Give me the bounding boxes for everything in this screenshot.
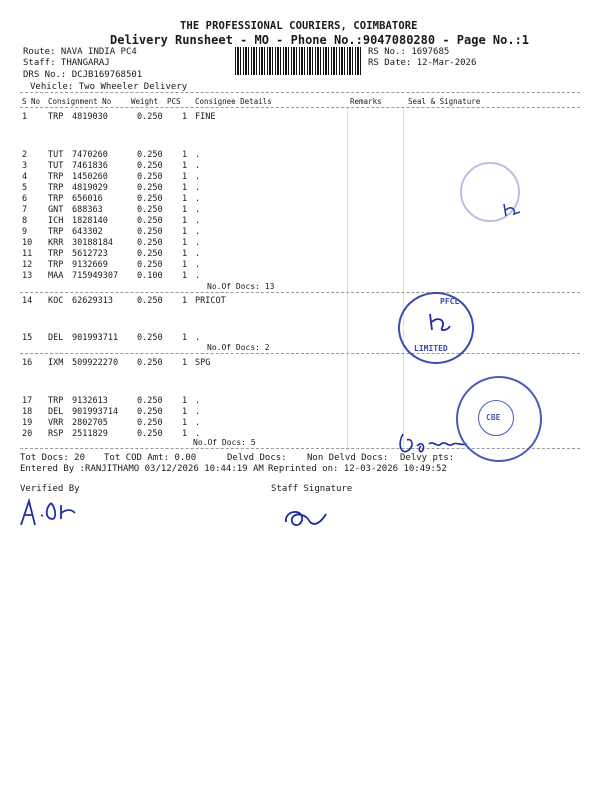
row-weight: 0.250 (137, 112, 163, 122)
row-consignee: FINE (195, 112, 216, 122)
row-consignee: . (195, 260, 201, 270)
row-consignment-number: 2802705 (72, 418, 108, 428)
row-origin-code: TUT (48, 150, 64, 160)
row-consignee: . (195, 418, 201, 428)
row-consignee: PRICOT (195, 296, 226, 306)
table-row (0, 333, 600, 344)
row-consignment-number: 901993714 (72, 407, 119, 417)
column-divider (20, 107, 580, 108)
row-origin-code: TRP (48, 112, 64, 122)
row-consignee: . (195, 407, 201, 417)
row-pcs: 1 (182, 216, 188, 226)
verified-by-signature (15, 495, 95, 531)
row-sno: 12 (22, 260, 33, 270)
reprinted-on: Reprinted on: 12-03-2026 10:49:52 (268, 464, 447, 474)
delivery-points: Delvy pts: (400, 453, 455, 463)
row-origin-code: GNT (48, 205, 64, 215)
row-consignee: . (195, 429, 201, 439)
row-sno: 14 (22, 296, 33, 306)
row-pcs: 1 (182, 358, 188, 368)
stamp-initial-mark (500, 200, 524, 220)
row-weight: 0.250 (137, 227, 163, 237)
total-docs: Tot Docs: 20 (20, 453, 86, 463)
row-consignment-number: 30188184 (72, 238, 113, 248)
row-origin-code: KRR (48, 238, 64, 248)
row-pcs: 1 (182, 194, 188, 204)
row-pcs: 1 (182, 260, 188, 270)
row-origin-code: IXM (48, 358, 64, 368)
row-sno: 20 (22, 429, 33, 439)
row-consignment-number: 4819029 (72, 183, 108, 193)
row-consignee: . (195, 172, 201, 182)
row-pcs: 1 (182, 429, 188, 439)
row-weight: 0.250 (137, 194, 163, 204)
staff-signature-mark (280, 500, 350, 534)
row-sno: 17 (22, 396, 33, 406)
drs-number: DRS No.: DCJB169768501 (23, 70, 143, 80)
verified-by-label: Verified By (20, 484, 80, 494)
row-sno: 11 (22, 249, 33, 259)
company-title: THE PROFESSIONAL COURIERS, COIMBATORE (180, 20, 418, 32)
row-sno: 13 (22, 271, 33, 281)
row-pcs: 1 (182, 183, 188, 193)
row-weight: 0.250 (137, 205, 163, 215)
row-pcs: 1 (182, 238, 188, 248)
row-consignment-number: 1450260 (72, 172, 108, 182)
row-pcs: 1 (182, 112, 188, 122)
row-weight: 0.250 (137, 333, 163, 343)
col-consignment: Consignment No (48, 97, 112, 106)
row-weight: 0.250 (137, 407, 163, 417)
row-origin-code: TRP (48, 172, 64, 182)
row-pcs: 1 (182, 205, 188, 215)
row-origin-code: DEL (48, 407, 64, 417)
row-weight: 0.250 (137, 183, 163, 193)
row-sno: 2 (22, 150, 28, 160)
row-consignment-number: 715949307 (72, 271, 119, 281)
row-sno: 19 (22, 418, 33, 428)
row-consignee: . (195, 271, 201, 281)
table-row (0, 227, 600, 238)
row-sno: 9 (22, 227, 28, 237)
row-consignee: SPG (195, 358, 211, 368)
staff-label: Staff: THANGARAJ (23, 58, 110, 68)
row-pcs: 1 (182, 296, 188, 306)
row-origin-code: KOC (48, 296, 64, 306)
rs-number: RS No.: 1697685 (368, 47, 450, 57)
table-row (0, 271, 600, 282)
table-row (0, 150, 600, 161)
row-consignment-number: 643302 (72, 227, 103, 237)
row-weight: 0.250 (137, 249, 163, 259)
row-weight: 0.250 (137, 396, 163, 406)
staff-signature-label: Staff Signature (271, 484, 353, 494)
row-pcs: 1 (182, 249, 188, 259)
row-consignment-number: 5612723 (72, 249, 108, 259)
row-sno: 18 (22, 407, 33, 417)
barcode (235, 47, 363, 75)
row-origin-code: DEL (48, 333, 64, 343)
row-consignment-number: 9132613 (72, 396, 108, 406)
row-origin-code: ICH (48, 216, 64, 226)
row-sno: 5 (22, 183, 28, 193)
row-weight: 0.250 (137, 358, 163, 368)
stamp-text-top: PFCL (440, 297, 460, 306)
group-total: No.Of Docs: 13 (207, 282, 275, 291)
delivered-docs: Delvd Docs: (227, 453, 287, 463)
stamp-text-bottom: LIMITED (414, 344, 448, 353)
row-sno: 8 (22, 216, 28, 226)
row-consignment-number: 688363 (72, 205, 103, 215)
table-row (0, 296, 600, 307)
row-consignment-number: 656016 (72, 194, 103, 204)
row-consignment-number: 9132669 (72, 260, 108, 270)
vehicle-label: Vehicle: Two Wheeler Delivery (30, 82, 188, 92)
header-divider (20, 92, 580, 93)
row-consignee: . (195, 249, 201, 259)
row-sno: 7 (22, 205, 28, 215)
row-pcs: 1 (182, 172, 188, 182)
row-origin-code: TRP (48, 227, 64, 237)
row-pcs: 1 (182, 227, 188, 237)
col-seal-signature: Seal & Signature (408, 97, 481, 106)
row-consignment-number: 901993711 (72, 333, 119, 343)
row-consignee: . (195, 333, 201, 343)
group-total: No.Of Docs: 5 (193, 438, 256, 447)
row-pcs: 1 (182, 271, 188, 281)
group-total: No.Of Docs: 2 (207, 343, 270, 352)
row-pcs: 1 (182, 418, 188, 428)
row-pcs: 1 (182, 150, 188, 160)
entered-by: Entered By :RANJITHAMO 03/12/2026 10:44:19 AM (20, 464, 264, 474)
row-consignee: . (195, 238, 201, 248)
row-weight: 0.250 (137, 150, 163, 160)
row-origin-code: VRR (48, 418, 64, 428)
row-origin-code: MAA (48, 271, 64, 281)
col-sno: S No (22, 97, 41, 106)
row-consignee: . (195, 194, 201, 204)
row-weight: 0.100 (137, 271, 163, 281)
row-consignee: . (195, 183, 201, 193)
row-sno: 10 (22, 238, 33, 248)
row-sno: 15 (22, 333, 33, 343)
row-consignee: . (195, 161, 201, 171)
col-weight: Weight (131, 97, 159, 106)
col-remarks: Remarks (350, 97, 382, 106)
table-row (0, 112, 600, 123)
row-weight: 0.250 (137, 161, 163, 171)
row-sno: 1 (22, 112, 28, 122)
row-consignment-number: 1828140 (72, 216, 108, 226)
row-origin-code: TRP (48, 249, 64, 259)
row-consignee: . (195, 227, 201, 237)
row-pcs: 1 (182, 396, 188, 406)
row-weight: 0.250 (137, 418, 163, 428)
row-origin-code: TRP (48, 183, 64, 193)
row-pcs: 1 (182, 407, 188, 417)
row-weight: 0.250 (137, 172, 163, 182)
row-sno: 3 (22, 161, 28, 171)
row-consignee: . (195, 216, 201, 226)
row-sno: 16 (22, 358, 33, 368)
row-sno: 4 (22, 172, 28, 182)
table-row (0, 358, 600, 369)
cbe-round-stamp (456, 376, 542, 462)
row-pcs: 1 (182, 333, 188, 343)
row-weight: 0.250 (137, 216, 163, 226)
row-origin-code: TUT (48, 161, 64, 171)
row-consignment-number: 509922270 (72, 358, 119, 368)
total-cod-amount: Tot COD Amt: 0.00 (104, 453, 197, 463)
route-label: Route: NAVA INDIA PC4 (23, 47, 137, 57)
row-consignee: . (195, 150, 201, 160)
row-weight: 0.250 (137, 429, 163, 439)
row-weight: 0.250 (137, 238, 163, 248)
row-weight: 0.250 (137, 260, 163, 270)
row-consignee: . (195, 205, 201, 215)
row-pcs: 1 (182, 161, 188, 171)
row-consignee: . (195, 396, 201, 406)
row-consignment-number: 7470260 (72, 150, 108, 160)
table-row (0, 249, 600, 260)
row-sno: 6 (22, 194, 28, 204)
stamp-initial-mark (424, 310, 454, 334)
row-consignment-number: 7461836 (72, 161, 108, 171)
row-weight: 0.250 (137, 296, 163, 306)
table-row (0, 238, 600, 249)
row-consignment-number: 4819030 (72, 112, 108, 122)
col-consignee: Consignee Details (195, 97, 272, 106)
row-origin-code: TRP (48, 260, 64, 270)
row-consignment-number: 2511829 (72, 429, 108, 439)
row-origin-code: RSP (48, 429, 64, 439)
row-consignment-number: 62629313 (72, 296, 113, 306)
table-row (0, 260, 600, 271)
row-origin-code: TRP (48, 194, 64, 204)
row-origin-code: TRP (48, 396, 64, 406)
non-delivered-docs: Non Delvd Docs: (307, 453, 389, 463)
stamp-center-text: CBE (486, 413, 501, 422)
col-pcs: PCS (167, 97, 181, 106)
runsheet-title: Delivery Runsheet - MO - Phone No.:9047080280 - Page No.:1 (110, 33, 530, 47)
rs-date: RS Date: 12-Mar-2026 (368, 58, 477, 68)
